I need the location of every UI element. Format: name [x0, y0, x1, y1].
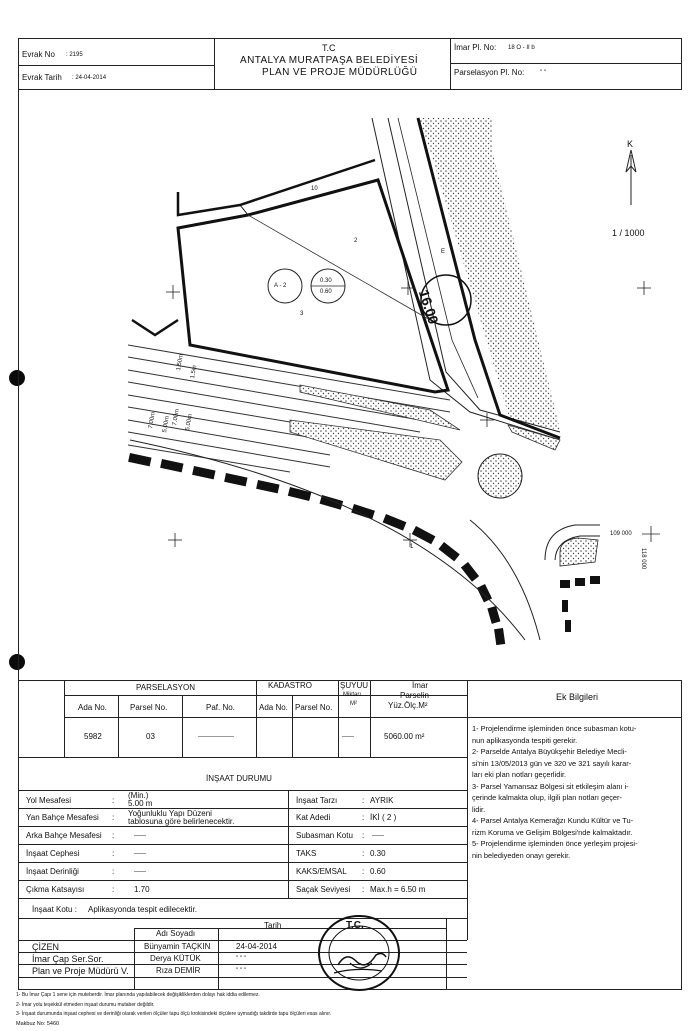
- taks-label: TAKS: [296, 849, 317, 858]
- dim-label-b: 5.00m: [162, 415, 171, 434]
- kadastro-header: KADASTRO: [268, 681, 313, 690]
- insaat-derinligi-label: İnşaat Derinliği: [26, 867, 79, 876]
- ada-no-value: 5982: [84, 732, 102, 741]
- imar-header-3: Yüz.Ölç.M²: [388, 701, 428, 710]
- yol-min: (Min.): [128, 791, 149, 800]
- evrak-no-label: Evrak No: [22, 50, 55, 59]
- evrak-tarih-label: Evrak Tarih: [22, 73, 62, 82]
- dim-label-f: 5.00m: [185, 413, 194, 432]
- dim-label-a: 7.00m: [148, 411, 157, 430]
- arka-colon: :: [112, 831, 115, 840]
- tarih-header: Tarih: [264, 921, 282, 930]
- dim-label-e: 7.00m: [172, 408, 181, 427]
- subasman-colon: :: [362, 831, 365, 840]
- kadastro-parsel-no-label: Parsel No.: [295, 703, 333, 712]
- taks-value: 0.30: [370, 849, 386, 858]
- cikma-colon: :: [112, 885, 115, 894]
- imar-header-2: Parselin: [400, 691, 429, 700]
- suyuu-value: ——: [342, 734, 354, 740]
- makbuz-no: Makbuz No: 5460: [16, 1021, 60, 1027]
- stamp-text: T.C.: [346, 920, 364, 931]
- title-line-3: PLAN VE PROJE MÜDÜRLÜĞÜ: [262, 67, 418, 78]
- insaat-kotu-value: Aplikasyonda tespit edilecektir.: [88, 905, 197, 914]
- imar-cap-name: Derya KÜTÜK: [150, 954, 201, 963]
- imar-pl-label: İmar Pl. No:: [454, 43, 497, 52]
- kaks-value: 0.60: [370, 867, 386, 876]
- note-line: 1- Projelendirme işleminden önce subasman kotu-: [472, 724, 637, 733]
- ada-no-label: Ada No.: [78, 703, 107, 712]
- parselasyon-pl-value: " ": [540, 70, 546, 76]
- plan-proje-label: Plan ve Proje Müdürü V.: [32, 966, 129, 976]
- imar-cap-label: İmar Çap Ser.Sor.: [32, 954, 104, 964]
- cizen-date: 24-04-2014: [236, 942, 277, 951]
- paf-no-label: Paf. No.: [206, 703, 235, 712]
- parselasyon-header: PARSELASYON: [136, 683, 195, 692]
- note-line: rizm Koruma ve Gelişim Bölgesi'nde kalmaktadır.: [472, 827, 633, 837]
- tarz-colon: :: [362, 796, 365, 805]
- suyuu-header-3: M²: [350, 701, 357, 707]
- insaat-durumu-header: İNŞAAT DURUMU: [206, 774, 272, 783]
- insaat-cephesi-value: ——: [134, 851, 146, 857]
- note-line: 2- Parselde Antalya Büyükşehir Belediye Mecli-: [472, 747, 627, 756]
- yan-bahce-value-1: Yoğunluklu Yapı Düzeni: [128, 809, 212, 818]
- taks-colon: :: [362, 849, 365, 858]
- island-right: [560, 538, 598, 566]
- north-arrow-icon: [626, 150, 636, 205]
- imar-pl-value: 18 O - II b: [508, 45, 535, 51]
- cephe-colon: :: [112, 849, 115, 858]
- insaat-tarzi-value: AYRIK: [370, 796, 394, 805]
- arka-bahce-label: Arka Bahçe Mesafesi: [26, 831, 102, 840]
- insaat-derinligi-value: ——: [134, 869, 146, 875]
- kat-adedi-value: İKİ ( 2 ): [370, 813, 397, 822]
- point-1-label: 1: [410, 544, 414, 550]
- map-taks-value: 0.30: [320, 278, 332, 284]
- roundabout: [478, 454, 522, 498]
- parsel-no-value: 03: [146, 732, 155, 741]
- insaat-tarzi-label: İnşaat Tarzı: [296, 796, 338, 805]
- ditto-marks-1: " " ": [236, 956, 246, 962]
- yol-mesafesi-value: 5.00 m: [128, 799, 153, 808]
- yol-mesafesi-label: Yol Mesafesi: [26, 796, 72, 805]
- suyuu-header-1: ŞUYUU: [340, 681, 369, 690]
- derinlik-colon: :: [112, 867, 115, 876]
- footer-note-1: 1- Bu İmar Çapı 1 sene için muteberdir. İmar planında yapılabilecek değişikliklerden dolayı hak iddia edilemez.: [16, 992, 260, 998]
- arka-bahce-value: ——: [134, 833, 146, 839]
- note-line: çerinde kalmakta olup, ilgili plan notları geçer-: [472, 793, 622, 802]
- insaat-kotu-label: İnşaat Kotu :: [32, 905, 77, 914]
- kadastro-ada-no-label: Ada No.: [259, 703, 288, 712]
- yan-bahce-label: Yan Bahçe Mesafesi: [26, 813, 99, 822]
- ditto-marks-2: " " ": [236, 968, 246, 974]
- note-line: 3- Parsel Yamansaz Bölgesi sit etkileşim alanı i-: [472, 781, 629, 791]
- kaks-label: KAKS/EMSAL: [296, 867, 347, 876]
- kat-adedi-label: Kat Adedi: [296, 813, 331, 822]
- map-scale: 1 / 1000: [612, 228, 645, 238]
- imar-header-1: İmar: [412, 681, 428, 690]
- cikma-katsayisi-value: 1.70: [134, 885, 150, 894]
- sacak-seviyesi-label: Saçak Seviyesi: [296, 885, 351, 894]
- road-width-label: 16.00: [415, 287, 442, 326]
- evrak-no-value: : 2195: [66, 52, 83, 58]
- plan-proje-name: Rıza DEMİR: [156, 966, 201, 975]
- adi-soyadi-header: Adı Soyadı: [156, 929, 196, 938]
- ek-bilgileri-header: Ek Bilgileri: [556, 692, 599, 702]
- zone-label: A - 2: [274, 283, 287, 289]
- note-line: nun aplikasyonda tespiti gerekir.: [472, 735, 578, 745]
- dim-label-d: 1.5m: [190, 364, 199, 380]
- median-lower: [290, 420, 462, 480]
- north-label: K: [627, 139, 634, 149]
- subasman-kotu-value: ——: [372, 833, 384, 839]
- title-line-2: ANTALYA MURATPAŞA BELEDİYESİ: [240, 55, 419, 66]
- note-line: 4- Parsel Antalya Kemerağzı Kundu Kültür ve Tu-: [472, 816, 634, 825]
- dashed-boundary: [128, 453, 600, 645]
- cizen-name: Bünyamin TAÇKIN: [144, 942, 211, 951]
- note-line: ları eki plan notları geçerlidir.: [472, 770, 567, 779]
- title-line-1: T.C: [322, 43, 336, 53]
- note-line: lidir.: [472, 804, 486, 814]
- cikma-katsayisi-label: Çıkma Katsayısı: [26, 885, 85, 894]
- yan-bahce-value-2: tablosuna göre belirlenecektir.: [128, 817, 235, 826]
- note-line: nin belediyeden onayı gerekir.: [472, 850, 571, 860]
- kaks-colon: :: [362, 867, 365, 876]
- paf-no-value: ——————: [198, 734, 234, 740]
- parselasyon-pl-label: Parselasyon Pl. No:: [454, 68, 525, 77]
- yol-colon: :: [112, 796, 115, 805]
- yan-colon: :: [112, 813, 115, 822]
- note-line: 5- Projelendirme işleminden önce yerleşim projesi-: [472, 839, 638, 848]
- imar-area-value: 5060.00 m²: [384, 732, 425, 741]
- kat-colon: :: [362, 813, 365, 822]
- suyuu-header-2: Miktarı: [343, 692, 361, 698]
- coord-y-label: 118 000: [640, 548, 646, 570]
- footer-note-3: 3- İnşaat durumunda inşaat cephesi ve derinliği olarak verilen ölçüler tapu ölçü krokisindeki ölçülere uymadığı takdirde tapu ölçüleri esas alınır.: [16, 1011, 332, 1017]
- road-e-label: E: [441, 249, 446, 255]
- subasman-kotu-label: Subasman Kotu: [296, 831, 353, 840]
- parsel-no-label: Parsel No.: [130, 703, 168, 712]
- coord-x-label: 109 000: [610, 531, 632, 537]
- footer-note-2: 2- İmar yolu teşekkül etmeden inşaat durumu mutaber değildir.: [16, 1002, 155, 1008]
- note-line: si'nin 13/05/2013 gün ve 320 ve 321 sayılı karar-: [472, 758, 632, 768]
- parcel-division: [248, 215, 430, 320]
- parcel-3-label: 3: [300, 311, 304, 317]
- setback-10-label: 10: [311, 186, 318, 192]
- sacak-seviyesi-value: Max.h = 6.50 m: [370, 885, 426, 894]
- ek-bilgileri-notes: [472, 723, 680, 861]
- map-kaks-value: 0.60: [320, 289, 332, 295]
- dim-label-c: 1.50m: [176, 353, 185, 372]
- evrak-tarih-value: : 24-04-2014: [72, 75, 107, 81]
- cizen-label: ÇİZEN: [32, 942, 59, 952]
- parcel-2-label: 2: [354, 238, 358, 244]
- insaat-cephesi-label: İnşaat Cephesi: [26, 849, 80, 858]
- sacak-colon: :: [362, 885, 365, 894]
